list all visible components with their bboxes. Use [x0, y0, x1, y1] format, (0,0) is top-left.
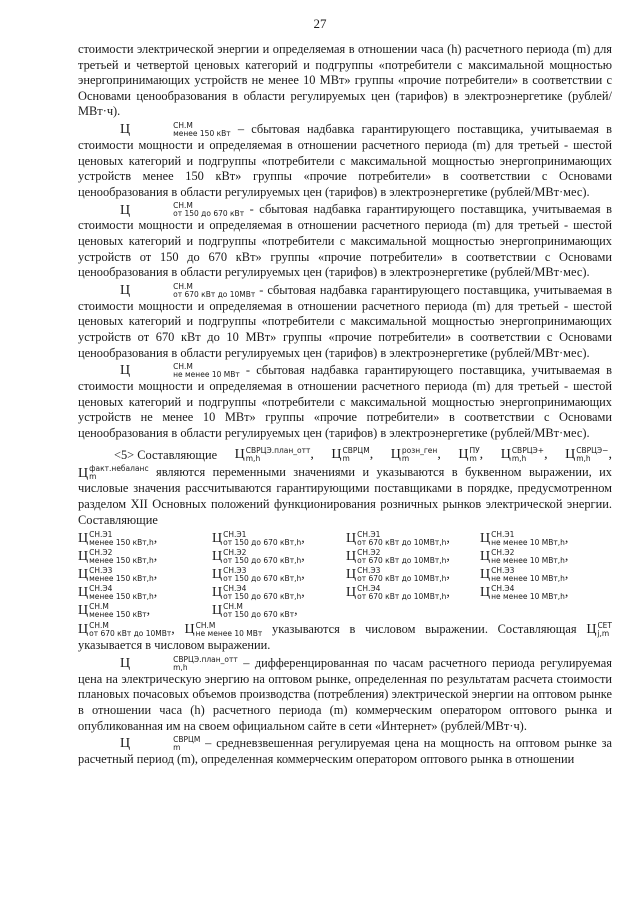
formula-symbol: Ц СН.Э3 от 150 до 670 кВт,h , — [212, 566, 305, 584]
formula-symbol: Ц СН.М от 670 кВт до 10МВт — [120, 281, 256, 299]
formula-symbol: Ц СН.Э1 от 670 кВт до 10МВт,h , — [346, 530, 450, 548]
formula-symbol: Ц СН.М от 670 кВт до 10МВт , — [78, 621, 175, 639]
formula-symbol: Ц СН.М менее 150 кВт , — [78, 602, 151, 620]
components-text: Ц факт.небаланс m являются переменными значениями и указываются в буквенном выражении, их числовые значения рассчитываются гарантирующими поставщиками в порядке, предусмотренном разделом XII Основных положений функционирования розничных рынков электрической энергии. Составляющие — [78, 464, 612, 527]
formula-symbol: Ц СН.Э3 от 670 кВт до 10МВт,h , — [346, 566, 450, 584]
formula-symbol: Ц СН.Э4 менее 150 кВт,h , — [78, 584, 158, 602]
formula-symbol: Ц розн_ген m , — [390, 446, 441, 464]
definition-paragraph: Ц СВРЦЭ.план_отт m,h – дифференцированная по часам расчетного периода регулируемая цена на электрическую энергию на оптовом рынке, определенная по результатам расчета стоимости плановых почасовых объемов производства (потребления) электрической энергии на оптовом рынке в отношении часа (h) расчетного периода (m) коммерческим оператором оптового рынка и опубликованная им на своем официальном сайте в сети «Интернет» (рублей/МВт·ч). — [78, 654, 612, 733]
formula-symbol: Ц СН.Э3 не менее 10 МВт,h , — [480, 566, 569, 584]
definition-paragraph: Ц СН.М не менее 10 МВт - сбытовая надбавка гарантирующего поставщика, учитываемая в стоимости мощности и определяемая в отношении расчетного периода (m) для третьей - шестой ценовых категорий и подгруппы «потребители с максимальной мощностью энергопринимающих устройств не менее 10 МВт» группы «прочие потребители» в соответствии с Основами ценообразования в области регулируемых цен (тарифов) в электроэнергетике (рублей/МВт·мес). — [78, 362, 612, 440]
formula-symbol: Ц СВРЦМ m — [120, 735, 201, 753]
definition-paragraph: Ц СН.М от 670 кВт до 10МВт - сбытовая надбавка гарантирующего поставщика, учитываемая в стоимости мощности и определяемая в отношении расчетного периода (m) для третьей - шестой ценовых категорий и подгруппы «потребители с максимальной мощностью энергопринимающих устройств от 670 кВт до 10 МВт» группы «прочие потребители» в соответствии с Основами ценообразования в области регулируемых цен (тарифов) в электроэнергетике (рублей/МВт·мес). — [78, 281, 612, 360]
formula-symbol: Ц СВРЦЭ.план_отт m,h , — [234, 446, 314, 464]
formula-symbol: Ц СН.Э2 от 150 до 670 кВт,h , — [212, 548, 305, 566]
formula-symbol: Ц СН.М от 150 до 670 кВт , — [212, 602, 298, 620]
formula-symbol: Ц СН.Э1 менее 150 кВт,h , — [78, 530, 158, 548]
formula-symbol: Ц факт.небаланс m — [78, 464, 149, 482]
formula-symbol: Ц СН.М от 150 до 670 кВт — [120, 201, 245, 219]
formula-symbol: Ц СВРЦЭ+ m,h , — [500, 446, 548, 464]
formula-symbol: Ц СН.М менее 150 кВт — [120, 120, 231, 138]
formula-symbol: Ц СН.Э2 менее 150 кВт,h , — [78, 548, 158, 566]
definition-paragraph: Ц СН.М менее 150 кВт – сбытовая надбавка гарантирующего поставщика, учитываемая в стоимости мощности и определяемая в отношении расчетного периода (m) для третьей - шестой ценовых категорий и подгруппы «потребители с максимальной мощностью энергопринимающих устройств менее 150 кВт» группы «прочие потребители» в соответствии с Основами ценообразования в области регулируемых цен (тарифов) в электроэнергетике (рублей/МВт·мес). — [78, 120, 612, 199]
components-tail: Ц СН.М от 670 кВт до 10МВт , Ц СН.М не менее 10 МВт указываются в числовом выражении. Составляющая Ц СЕТ j,m указывается в числовом выражении. — [78, 621, 612, 653]
section-lead: <5> Составляющие — [114, 447, 218, 462]
formula-symbol: Ц СЕТ j,m — [586, 621, 612, 639]
formula-symbol: Ц СН.Э1 от 150 до 670 кВт,h , — [212, 530, 305, 548]
formula-symbol: Ц СН.Э4 не менее 10 МВт,h , — [480, 584, 569, 602]
page-number: 27 — [313, 16, 327, 31]
components-grid — [78, 530, 612, 620]
formula-symbol: Ц СН.Э4 от 150 до 670 кВт,h , — [212, 584, 305, 602]
formula-symbol: Ц СВРЦМ m , — [331, 446, 374, 464]
formula-symbol: Ц СВРЦЭ.план_отт m,h — [120, 654, 238, 672]
formula-symbol: Ц СВРЦЭ− m,h , — [565, 446, 612, 464]
formula-symbol: Ц ПУ m , — [458, 446, 484, 464]
formula-symbol: Ц СН.М не менее 10 МВт — [184, 621, 263, 639]
formula-symbol: Ц СН.Э4 от 670 кВт до 10МВт,h , — [346, 584, 450, 602]
formula-symbol: Ц СН.Э2 от 670 кВт до 10МВт,h , — [346, 548, 450, 566]
paragraph-continuation: стоимости электрической энергии и определяемая в отношении часа (h) расчетного периода (m) для третьей и четвертой ценовых категорий и подгруппы «потребители с максимальной мощностью энергопринимающих устройств не менее 10 МВт» группы «прочие потребители» в соответствии с Основами ценообразования в области регулируемых цен (тарифов) в электроэнергетике (рублей/МВт·ч). — [78, 42, 612, 119]
formula-symbol: Ц СН.Э3 менее 150 кВт,h , — [78, 566, 158, 584]
definition-paragraph: Ц СВРЦМ m – средневзвешенная регулируемая цена на мощность на оптовом рынке за расчетный период (m), определенная коммерческим оператором оптового рынка в отношении — [78, 735, 612, 767]
formula-symbol: Ц СН.Э2 не менее 10 МВт,h , — [480, 548, 569, 566]
formula-symbol: Ц СН.М не менее 10 МВт — [120, 362, 240, 380]
document-body — [78, 42, 612, 768]
components-line — [78, 447, 612, 463]
formula-symbol: Ц СН.Э1 не менее 10 МВт,h , — [480, 530, 569, 548]
definition-paragraph: Ц СН.М от 150 до 670 кВт - сбытовая надбавка гарантирующего поставщика, учитываемая в стоимости мощности и определяемая в отношении расчетного периода (m) для третьей - шестой ценовых категорий и подгруппы «потребители с максимальной мощностью энергопринимающих устройств от 150 до 670 кВт» группы «прочие потребители» в соответствии с Основами ценообразования в области регулируемых цен (тарифов) в электроэнергетике (рублей/МВт·мес). — [78, 201, 612, 280]
